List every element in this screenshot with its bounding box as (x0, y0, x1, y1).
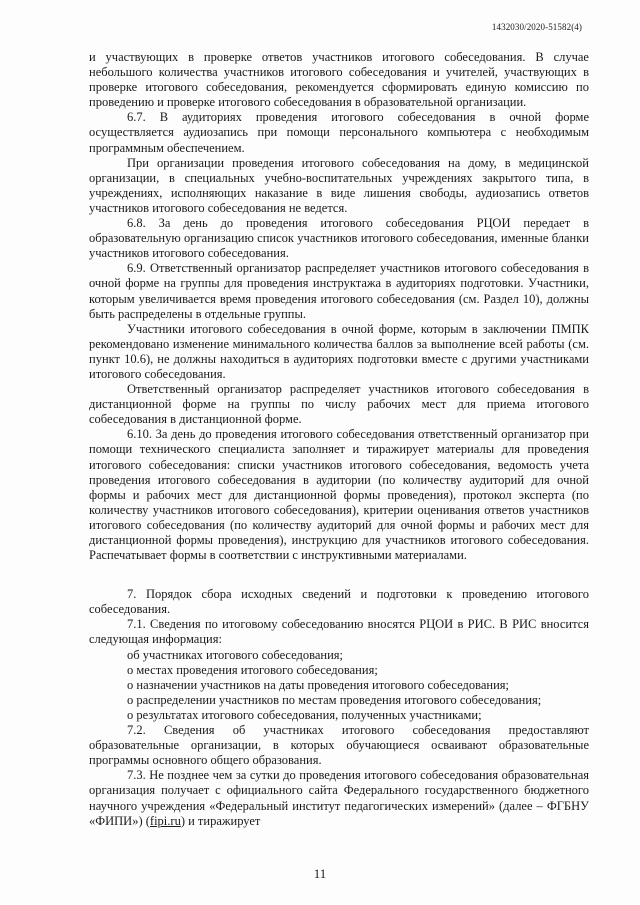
paragraph-7-2: 7.2. Сведения об участниках итогового собеседования предоставляют образовательные организации, в которых обучающиеся осваивают образовательные программы основного общего образования. (89, 723, 589, 768)
list-item: о назначении участников на даты проведения итогового собеседования; (127, 677, 509, 692)
paragraph: Ответственный организатор распределяет участников итогового собеседования в дистанционной форме на группы по числу рабочих мест для приема итогового собеседования в дистанционной форме. (89, 382, 589, 427)
list-item: о местах проведения итогового собеседования; (127, 662, 378, 677)
document-id: 1432030/2020-51582(4) (491, 22, 582, 32)
paragraph-6-7: 6.7. В аудиториях проведения итогового собеседования в очной форме осуществляется аудиозапись при помощи персонального компьютера с необходимым программным обеспечением. (89, 110, 589, 155)
list-item: о распределении участников по местам проведения итогового собеседования; (127, 692, 542, 707)
paragraph: При организации проведения итогового собеседования на дому, в медицинской организации, в специальных учебно-воспитательных учреждениях закрытого типа, в учреждениях, исполняющих наказание в виде лишения свободы, аудиозапись ответов участников итогового собеседования не ведется. (89, 155, 589, 215)
document-body (89, 50, 589, 829)
list-item: о результатах итогового собеседования, полученных участниками; (127, 707, 482, 722)
section-7-heading: 7. Порядок сбора исходных сведений и подготовки к проведению итогового собеседования. (89, 587, 589, 617)
paragraph-7-3 (89, 768, 589, 828)
paragraph-7-1: 7.1. Сведения по итоговому собеседованию вносятся РЦОИ в РИС. В РИС вносится следующая информация: (89, 617, 589, 647)
section-gap (89, 563, 589, 587)
paragraph: Участники итогового собеседования в очной форме, которым в заключении ПМПК рекомендовано изменение минимального количества баллов за выполнение всей работы (см. пункт 10.6), не должны находиться в аудиториях подготовки вместе с другими участниками итогового собеседования. (89, 321, 589, 381)
paragraph-6-8: 6.8. За день до проведения итогового собеседования РЦОИ передает в образовательную организацию список участников итогового собеседования, именные бланки участников итогового собеседования. (89, 216, 589, 261)
paragraph-6-9: 6.9. Ответственный организатор распределяет участников итогового собеседования в очной форме на группы для проведения инструктажа в аудиториях подготовки. Участники, которым увеличивается время проведения итогового собеседования (см. Раздел 10), должны быть распределены в отдельные группы. (89, 261, 589, 321)
fipi-link[interactable]: fipi.ru (149, 813, 181, 828)
paragraph-text: ) и тиражирует (180, 813, 261, 828)
paragraph-text: 7.3. Не позднее чем за сутки до проведения итогового собеседования образовательная организация получает с официального сайта Федерального государственного бюджетного научного учреждения «Федеральный институт педагогических измерений» (далее – ФГБНУ «ФИПИ») ( (89, 768, 589, 828)
list-item: об участниках итогового собеседования; (127, 647, 344, 662)
page-number: 11 (313, 866, 327, 881)
paragraph: и участвующих в проверке ответов участников итогового собеседования. В случае небольшого количества участников итогового собеседования и учителей, участвующих в проверке итогового собеседования, рекомендуется сформировать единую комиссию по проведению и проверке итогового собеседования в образовательной организации. (89, 50, 589, 110)
paragraph-6-10: 6.10. За день до проведения итогового собеседования ответственный организатор при помощи технического специалиста заполняет и тиражирует материалы для проведения итогового собеседования: списки участников итогового собеседования, ведомость учета проведения итогового собеседования в аудитории (по количеству аудиторий для очной формы и рабочих мест для дистанционной формы проведения), протокол эксперта (по количеству участников итогового собеседования), критерии оценивания ответов участников итогового собеседования (по количеству аудиторий для очной формы и рабочих мест для дистанционной формы проведения), инструкцию для участников итогового собеседования. Распечатывает формы в соответствии с инструктивными материалами. (89, 427, 589, 563)
